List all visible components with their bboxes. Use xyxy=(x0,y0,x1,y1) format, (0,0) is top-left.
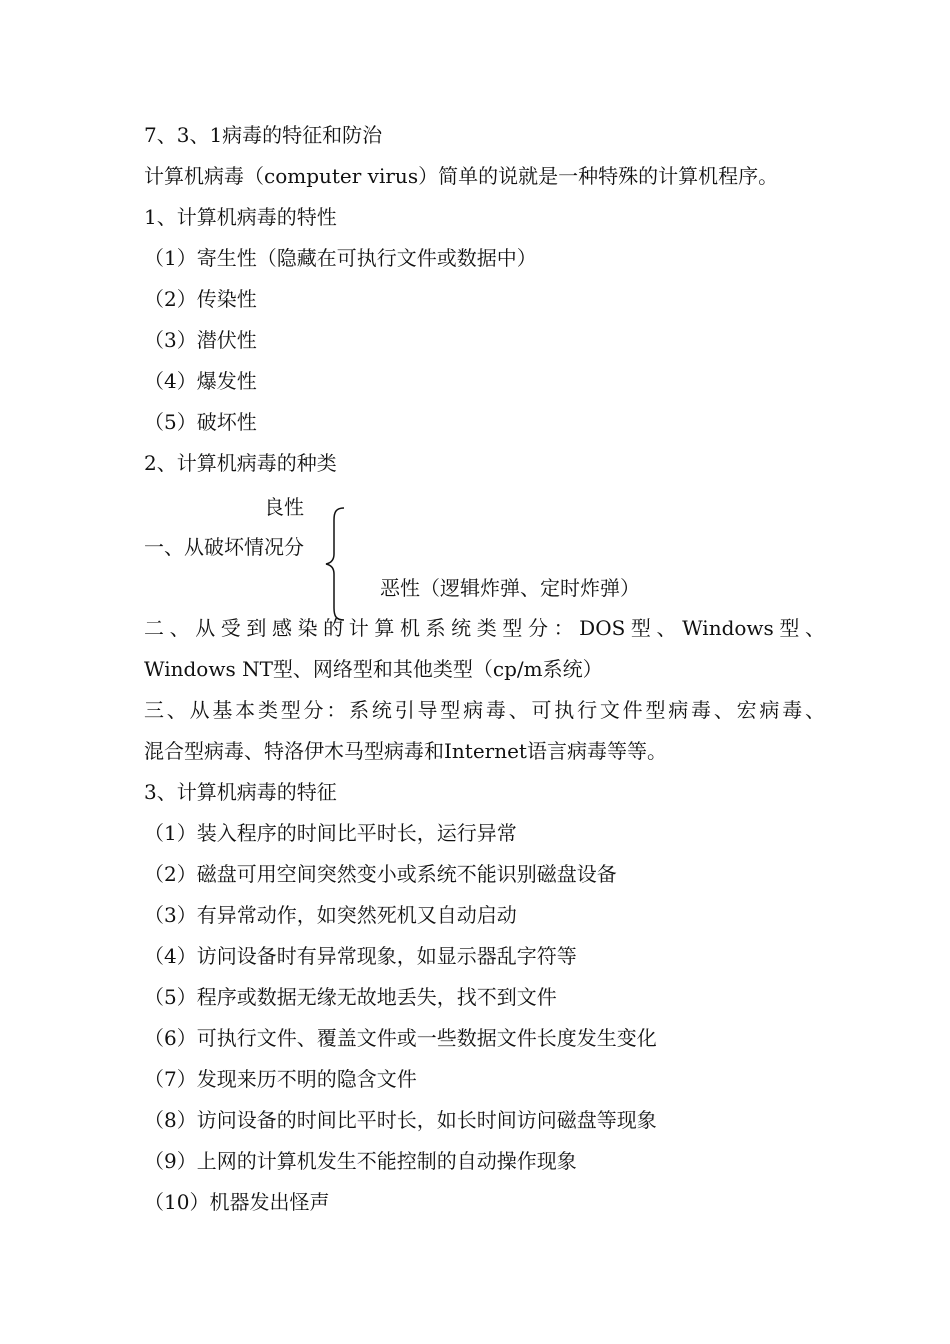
curly-brace-icon xyxy=(322,506,352,622)
section-heading: 7、3、1病毒的特征和防治 xyxy=(144,123,383,147)
section-title-properties: 1、计算机病毒的特性 xyxy=(144,205,337,229)
basic-classification-line-1: 三、从基本类型分：系统引导型病毒、可执行文件型病毒、宏病毒、 xyxy=(144,698,825,722)
intro-paragraph: 计算机病毒（computer virus）简单的说就是一种特殊的计算机程序。 xyxy=(144,164,779,188)
list-item: （8）访问设备的时间比平时长，如长时间访问磁盘等现象 xyxy=(144,1108,657,1132)
list-item: （1）装入程序的时间比平时长，运行异常 xyxy=(144,821,517,845)
basic-classification-line-2: 混合型病毒、特洛伊木马型病毒和Internet语言病毒等等。 xyxy=(144,739,667,763)
system-classification-line-2: Windows NT型、网络型和其他类型（cp/m系统） xyxy=(144,657,603,681)
list-item: （2）磁盘可用空间突然变小或系统不能识别磁盘设备 xyxy=(144,862,617,886)
list-item: （9）上网的计算机发生不能控制的自动操作现象 xyxy=(144,1149,577,1173)
list-item: （3）潜伏性 xyxy=(144,328,257,352)
damage-classification-label: 一、从破坏情况分 xyxy=(144,535,304,559)
section-title-types: 2、计算机病毒的种类 xyxy=(144,451,337,475)
list-item: （4）爆发性 xyxy=(144,369,257,393)
list-item: （1）寄生性（隐藏在可执行文件或数据中） xyxy=(144,246,537,270)
list-item: （4）访问设备时有异常现象，如显示器乱字符等 xyxy=(144,944,577,968)
list-item: （5）破坏性 xyxy=(144,410,257,434)
list-item: （7）发现来历不明的隐含文件 xyxy=(144,1067,417,1091)
benign-label: 良性 xyxy=(264,495,304,519)
malignant-label: 恶性（逻辑炸弹、定时炸弹） xyxy=(380,576,640,600)
list-item: （3）有异常动作，如突然死机又自动启动 xyxy=(144,903,517,927)
list-item: （2）传染性 xyxy=(144,287,257,311)
system-classification-line-1: 二、从受到感染的计算机系统类型分：DOS型、Windows型、 xyxy=(144,616,825,640)
list-item: （10）机器发出怪声 xyxy=(144,1190,330,1214)
section-title-symptoms: 3、计算机病毒的特征 xyxy=(144,780,337,804)
list-item: （5）程序或数据无缘无故地丢失，找不到文件 xyxy=(144,985,557,1009)
list-item: （6）可执行文件、覆盖文件或一些数据文件长度发生变化 xyxy=(144,1026,657,1050)
